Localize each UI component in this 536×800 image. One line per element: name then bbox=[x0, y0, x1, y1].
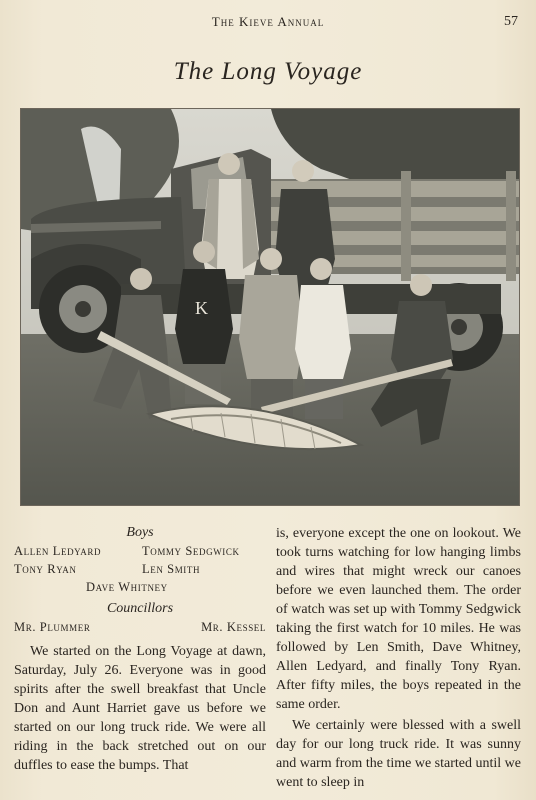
roster-name: Mr. Plummer bbox=[14, 620, 91, 634]
roster-name: Tony Ryan bbox=[14, 562, 77, 576]
roster-name: Allen Ledyard bbox=[14, 544, 102, 558]
roster-name: Dave Whitney bbox=[86, 580, 168, 594]
running-head: The Kieve Annual bbox=[211, 14, 325, 29]
group-photograph bbox=[20, 108, 520, 506]
right-column bbox=[276, 524, 521, 792]
roster-row bbox=[14, 618, 266, 636]
article-title: The Long Voyage bbox=[173, 58, 363, 85]
roster-row bbox=[14, 560, 266, 578]
photograph-icon bbox=[21, 109, 519, 505]
roster-name: Tommy Sedgwick bbox=[142, 544, 240, 558]
paragraph: is, everyone except the one on lookout. We took turns watching for low hanging limbs and wires that might wreck our canoes before we even launched them. The order of watch was set up with Tommy Sedgwick taking the first watch for 10 miles. He was followed by Len Smith, Dave Whitney, Allen Ledyard, and finally Tony Ryan. After fifty miles, the boys repeated in the same order. bbox=[276, 526, 521, 712]
page-header bbox=[0, 12, 536, 34]
paragraph: We started on the Long Voyage at dawn, Saturday, July 26. Everyone was in good spirits after the swell breakfast that Uncle Don and Aunt Harriet gave us before we started on our long truck ride. We were all riding in the back stretched out on our duffles to ease the bumps. That bbox=[14, 644, 266, 773]
councillors-heading: Councillors bbox=[106, 601, 174, 616]
boys-heading: Boys bbox=[126, 525, 154, 540]
roster-name: Mr. Kessel bbox=[201, 620, 266, 634]
roster-row bbox=[14, 578, 266, 596]
roster-name: Len Smith bbox=[142, 562, 201, 576]
paragraph: We certainly were blessed with a swell day for our long truck ride. It was sunny and warm from the time we started until we went to sleep in bbox=[276, 718, 521, 790]
roster-row bbox=[14, 542, 266, 560]
page-number: 57 bbox=[504, 14, 518, 29]
svg-text:K: K bbox=[195, 298, 208, 318]
left-column bbox=[14, 524, 266, 775]
